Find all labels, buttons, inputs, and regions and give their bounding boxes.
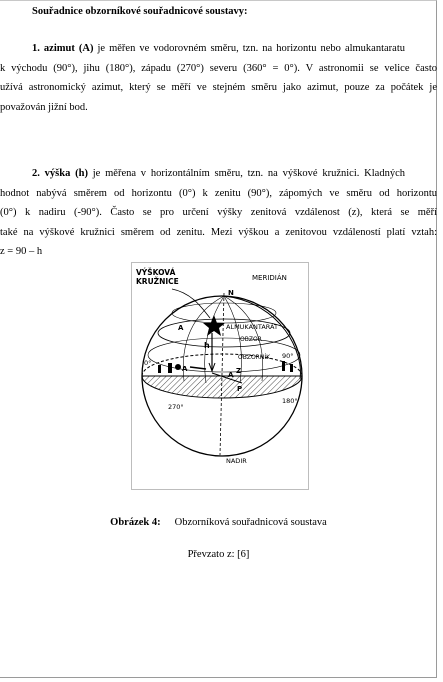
label-a1: A bbox=[178, 324, 184, 332]
zenith-nadir-axis bbox=[220, 293, 224, 455]
paragraph-line: také na výškové kružnici směrem od zenitu. Mezi výškou a zenitovou vzdáleností platí vztah: bbox=[0, 226, 437, 238]
paragraph-line: (0°) k nadiru (-90°). Často se pro určení výšky zenitová vzdálenost (z), která se měří bbox=[0, 207, 437, 219]
figure-celestial-sphere bbox=[131, 262, 309, 490]
label-p: P bbox=[237, 385, 243, 393]
label-meridian: MERIDIÁN bbox=[252, 274, 287, 282]
section-heading: Souřadnice obzorníkové souřadnicové soustavy: bbox=[32, 6, 248, 17]
label-z: Z bbox=[236, 367, 242, 375]
label-almukantarat: ALMUKANTARÁT bbox=[226, 323, 278, 331]
label-h: h bbox=[204, 341, 210, 350]
label-deg180: 180° bbox=[282, 397, 298, 405]
caption-label: Obrázek 4: bbox=[110, 517, 161, 528]
paragraph-altitude bbox=[0, 164, 437, 262]
label-obzornik: OBZORNÍK bbox=[238, 354, 271, 361]
paragraph-line bbox=[0, 164, 405, 184]
label-vyskova: VÝŠKOVÁ bbox=[136, 268, 176, 277]
paragraph-line: k východu (90°), jihu (180°), západu (270°) severu (360° = 0°). V astronomii se velice často bbox=[0, 62, 437, 74]
caption-text: Obzorníková souřadnicová soustava bbox=[174, 517, 327, 528]
figure-caption bbox=[0, 517, 437, 528]
paragraph-line: považován jižní bod. bbox=[0, 101, 88, 113]
paragraph-line: užívá astronomický azimut, který se měří ve stejném směru jako azimut, pouze za počátek je bbox=[0, 82, 437, 94]
paragraph-line: z = 90 – h bbox=[0, 246, 43, 258]
line-text: je měřena v horizontálním směru, tzn. na výškové kružnici. Kladných bbox=[87, 168, 405, 179]
label-n: N bbox=[228, 289, 234, 297]
label-kruznice: KRUŽNICE bbox=[136, 277, 179, 286]
paragraph-line bbox=[0, 39, 405, 59]
line-text: je měřen ve vodorovném směru, tzn. na horizontu nebo almukantaratu bbox=[93, 43, 405, 54]
horizon-objects bbox=[158, 361, 293, 373]
paragraph-azimuth bbox=[0, 39, 437, 117]
label-a2: A bbox=[182, 365, 188, 373]
label-obzor: OBZOR bbox=[240, 336, 262, 343]
label-deg0: 0° bbox=[144, 359, 152, 367]
figure-source: Převzato z: [6] bbox=[187, 549, 250, 560]
term-azimuth: 1. azimut (A) bbox=[32, 43, 94, 54]
paragraph-line: hodnot nabývá směrem od horizontu (0°) k zenitu (90°), zápomých ve směru od horizontu bbox=[0, 187, 437, 199]
label-deg90: 90° bbox=[282, 352, 294, 360]
celestial-sphere-diagram bbox=[132, 263, 308, 489]
label-nadir: NADIR bbox=[226, 457, 247, 465]
label-a3: A bbox=[228, 371, 234, 379]
term-altitude: 2. výška (h) bbox=[32, 168, 88, 179]
star-marker bbox=[203, 315, 225, 336]
label-deg270: 270° bbox=[168, 403, 184, 411]
